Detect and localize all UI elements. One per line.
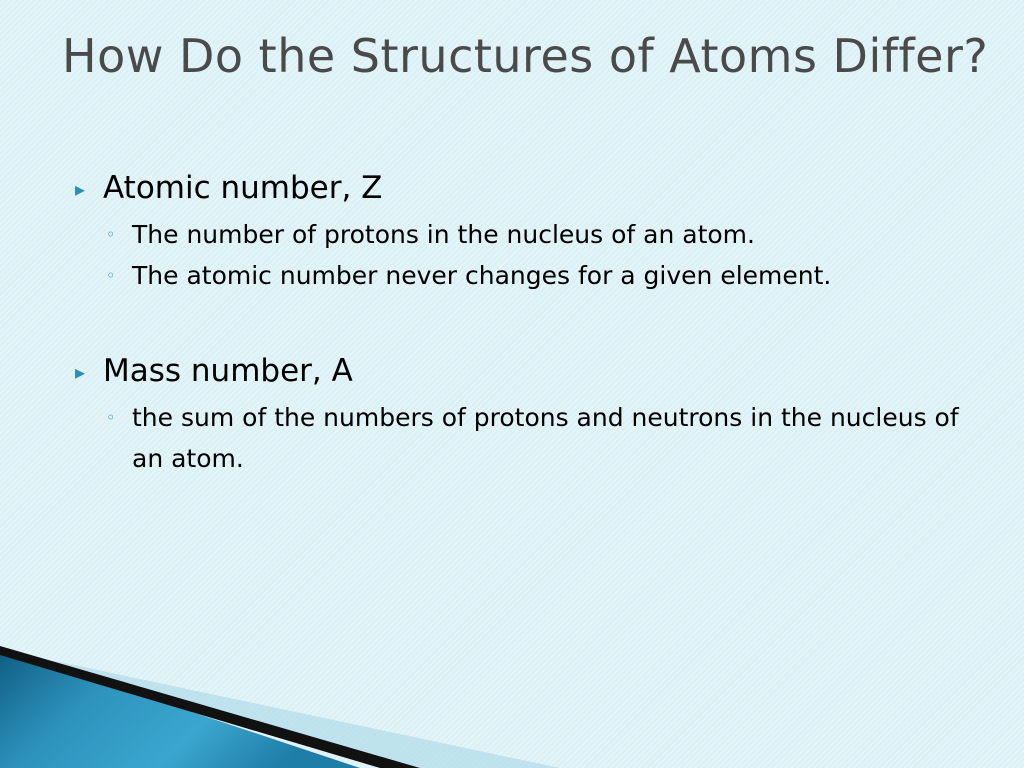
- spacer: [0, 296, 1024, 349]
- sub-list-mass-number: [0, 397, 1024, 479]
- slide-title: How Do the Structures of Atoms Differ?: [62, 29, 989, 83]
- sub-bullet-text: the sum of the numbers of protons and neutrons in the nucleus of an atom.: [132, 403, 959, 473]
- circle-outline-icon: ◦: [106, 408, 116, 427]
- bullet-mass-number: [75, 349, 983, 393]
- bullet-text: Mass number, A: [103, 353, 353, 389]
- triangle-right-icon: ▸: [75, 177, 86, 201]
- bullet-atomic-number: [75, 166, 983, 210]
- decorative-corner-swoosh: [0, 640, 620, 768]
- sub-bullet-text: The number of protons in the nucleus of an atom.: [132, 220, 755, 249]
- circle-outline-icon: ◦: [106, 225, 116, 244]
- slide-content: [0, 166, 1024, 479]
- sub-bullet: [106, 397, 972, 479]
- sub-bullet-text: The atomic number never changes for a given element.: [132, 261, 832, 290]
- sub-list-atomic-number: [0, 214, 1024, 296]
- sub-bullet: [106, 214, 972, 255]
- bullet-text: Atomic number, Z: [103, 170, 383, 206]
- triangle-right-icon: ▸: [75, 360, 86, 384]
- sub-bullet: [106, 255, 972, 296]
- circle-outline-icon: ◦: [106, 266, 116, 285]
